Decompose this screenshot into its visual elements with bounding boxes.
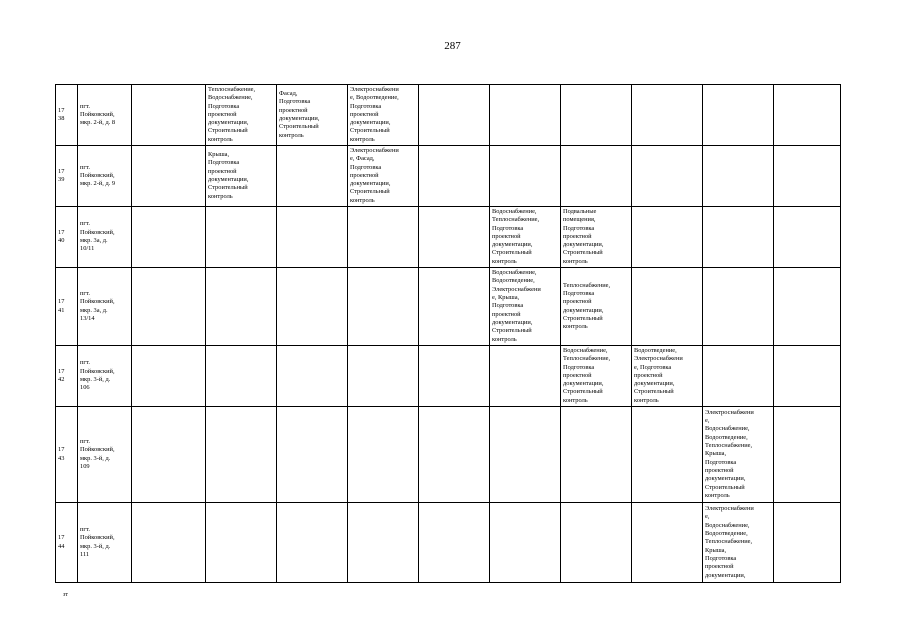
table-cell xyxy=(490,146,561,207)
row-address: пгт. Пойковский, мкр. 3-й, д. 111 xyxy=(78,503,132,583)
table-cell xyxy=(774,407,841,503)
table-cell: Фасад, Подготовка проектной документации, Строительный контроль xyxy=(277,85,348,146)
work-schedule-table xyxy=(55,84,841,583)
table-cell: Крыша, Подготовка проектной документации, Строительный контроль xyxy=(206,146,277,207)
row-number: 17 41 xyxy=(56,268,78,346)
table-cell xyxy=(132,207,206,268)
table-cell xyxy=(348,503,419,583)
row-number: 17 40 xyxy=(56,207,78,268)
table-cell xyxy=(132,268,206,346)
table-cell xyxy=(277,503,348,583)
table-cell xyxy=(277,207,348,268)
table-cell xyxy=(703,146,774,207)
row-number: 17 43 xyxy=(56,407,78,503)
table-row xyxy=(56,407,841,503)
table-cell xyxy=(561,407,632,503)
row-address: пгт. Пойковский, мкр. 2-й, д. 8 xyxy=(78,85,132,146)
table-cell xyxy=(632,146,703,207)
table-cell xyxy=(632,268,703,346)
table-cell: Электроснабжени е, Фасад, Подготовка проектной документации, Строительный контроль xyxy=(348,146,419,207)
table-cell xyxy=(419,85,490,146)
table-cell xyxy=(774,346,841,407)
table-cell xyxy=(419,146,490,207)
table-cell xyxy=(348,207,419,268)
table-cell xyxy=(490,85,561,146)
table-cell xyxy=(132,346,206,407)
table-cell xyxy=(490,503,561,583)
table-cell xyxy=(132,407,206,503)
row-address: пгт. Пойковский, мкр. 3-й, д. 109 xyxy=(78,407,132,503)
row-number: 17 38 xyxy=(56,85,78,146)
table-row xyxy=(56,346,841,407)
table-cell xyxy=(561,85,632,146)
row-number: 17 44 xyxy=(56,503,78,583)
table-cell xyxy=(206,503,277,583)
table-cell xyxy=(277,346,348,407)
table-row xyxy=(56,146,841,207)
table-cell xyxy=(632,207,703,268)
table-cell xyxy=(206,346,277,407)
table-cell xyxy=(703,85,774,146)
table-cell xyxy=(490,346,561,407)
table-cell: Водоотведение, Электроснабжени е, Подготовка проектной документации, Строительный контроль xyxy=(632,346,703,407)
table-cell xyxy=(132,146,206,207)
table-cell xyxy=(419,207,490,268)
row-address: пгт. Пойковский, мкр. 2-й, д. 9 xyxy=(78,146,132,207)
table-cell xyxy=(561,146,632,207)
table-cell xyxy=(419,346,490,407)
table-cell xyxy=(419,407,490,503)
table-cell xyxy=(132,503,206,583)
table-cell xyxy=(348,407,419,503)
table-cell: Электроснабжени е, Водоснабжение, Водоотведение, Теплоснабжение, Крыша, Подготовка проектной документации, xyxy=(703,503,774,583)
table-cell: Водоснабжение, Водоотведение, Электроснабжени е, Крыша, Подготовка проектной документации, Строительный контроль xyxy=(490,268,561,346)
table-cell xyxy=(774,268,841,346)
row-number: 17 42 xyxy=(56,346,78,407)
table-cell xyxy=(703,346,774,407)
table-cell xyxy=(277,146,348,207)
table-cell xyxy=(774,146,841,207)
table-cell xyxy=(490,407,561,503)
table-cell xyxy=(206,407,277,503)
table-cell: Электроснабжени е, Водоснабжение, Водоотведение, Теплоснабжение, Крыша, Подготовка проектной документации, Строительный контроль xyxy=(703,407,774,503)
table-cell: Подвальные помещения, Подготовка проектной документации, Строительный контроль xyxy=(561,207,632,268)
table-cell: Электроснабжени е, Водоотведение, Подготовка проектной документации, Строительный контроль xyxy=(348,85,419,146)
table-cell xyxy=(348,268,419,346)
page-number: 287 xyxy=(444,40,461,52)
table-cell xyxy=(419,268,490,346)
table-cell xyxy=(277,407,348,503)
footer-mark: зт xyxy=(63,592,68,598)
table-cell xyxy=(348,346,419,407)
row-address: пгт. Пойковский, мкр. 3а, д. 13/14 xyxy=(78,268,132,346)
table-cell xyxy=(703,207,774,268)
table-row xyxy=(56,503,841,583)
table-cell xyxy=(132,85,206,146)
table-row xyxy=(56,268,841,346)
row-address: пгт. Пойковский, мкр. 3-й, д. 106 xyxy=(78,346,132,407)
table-cell xyxy=(561,503,632,583)
table-cell xyxy=(632,85,703,146)
table-cell xyxy=(419,503,490,583)
row-number: 17 39 xyxy=(56,146,78,207)
table-cell xyxy=(277,268,348,346)
table-row xyxy=(56,85,841,146)
table-cell: Водоснабжение, Теплоснабжение, Подготовка проектной документации, Строительный контроль xyxy=(490,207,561,268)
table-cell: Теплоснабжение, Водоснабжение, Подготовка проектной документации, Строительный контроль xyxy=(206,85,277,146)
table-cell xyxy=(774,207,841,268)
table-cell xyxy=(632,407,703,503)
table-cell xyxy=(206,268,277,346)
table-cell xyxy=(632,503,703,583)
table-cell xyxy=(206,207,277,268)
table-row xyxy=(56,207,841,268)
table-cell: Водоснабжение, Теплоснабжение, Подготовка проектной документации, Строительный контроль xyxy=(561,346,632,407)
table-cell xyxy=(774,503,841,583)
row-address: пгт. Пойковский, мкр. 3а, д. 10/11 xyxy=(78,207,132,268)
table-cell: Теплоснабжение, Подготовка проектной документации, Строительный контроль xyxy=(561,268,632,346)
table-cell xyxy=(774,85,841,146)
table-cell xyxy=(703,268,774,346)
